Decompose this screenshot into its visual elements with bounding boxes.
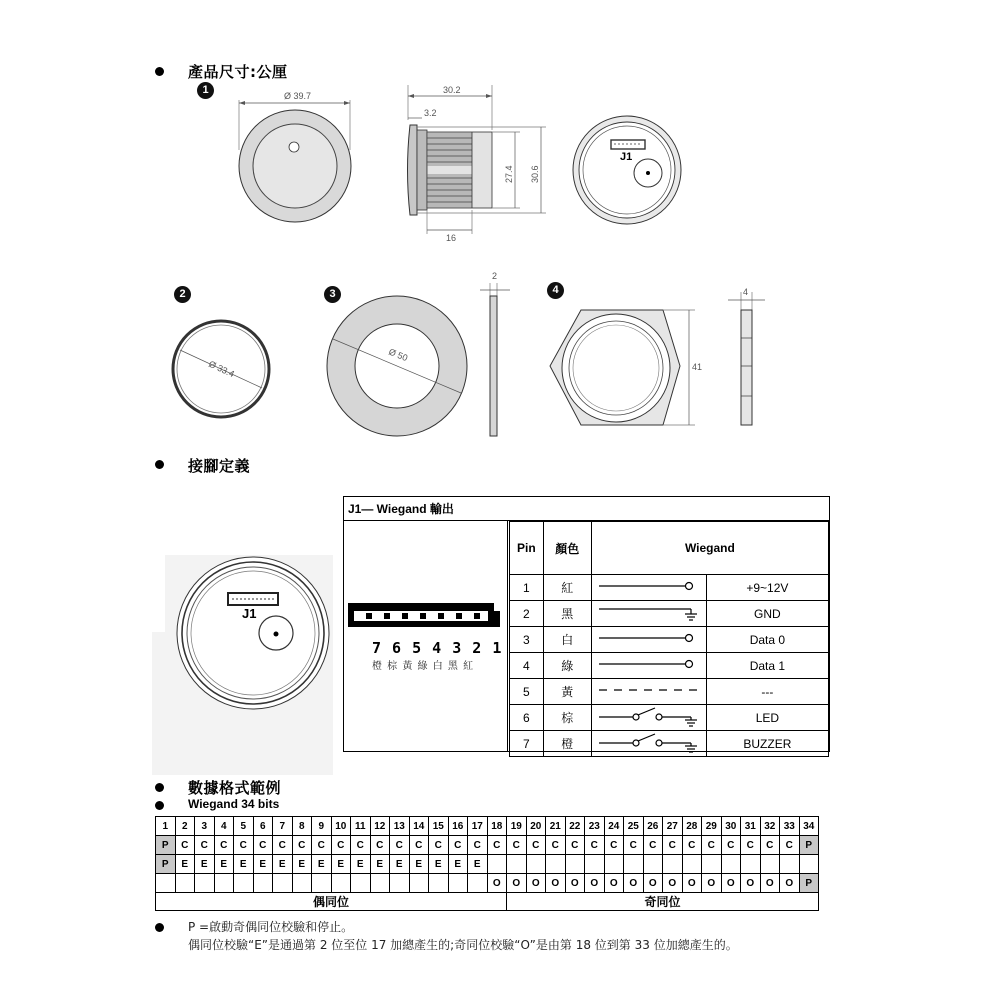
bit-c-cell: C (175, 836, 195, 855)
bit-e-cell: E (234, 855, 254, 874)
bit-c-cell: C (604, 836, 624, 855)
bit-e-row (156, 855, 819, 874)
bit-number-cell: 19 (507, 817, 527, 836)
bit-number-cell: 11 (351, 817, 371, 836)
bit-number-cell: 21 (546, 817, 566, 836)
bit-number-cell: 7 (273, 817, 293, 836)
bit-o-cell: O (682, 874, 702, 893)
pin-row (510, 731, 829, 757)
bit-c-cell: C (351, 836, 371, 855)
wiegand-34-heading: Wiegand 34 bits (188, 797, 280, 811)
bit-e-cell: E (331, 855, 351, 874)
dimension-drawings (0, 0, 1000, 450)
signal-name: GND (706, 601, 828, 627)
bit-e-cell: E (351, 855, 371, 874)
signal-name: +9~12V (706, 575, 828, 601)
bit-number-cell: 2 (175, 817, 195, 836)
bit-o-cell: O (741, 874, 761, 893)
pin-table (509, 521, 829, 757)
bit-c-cell: C (780, 836, 800, 855)
bit-c-cell: C (565, 836, 585, 855)
dim-h-outer: 30.6 (530, 165, 540, 183)
bit-e-cell: E (448, 855, 468, 874)
device-rear-photo (160, 545, 340, 725)
bit-c-cell: C (292, 836, 312, 855)
bit-o-cell: P (799, 874, 819, 893)
bit-number-cell: 10 (331, 817, 351, 836)
bit-c-row (156, 836, 819, 855)
bit-e-cell (780, 855, 800, 874)
note-line-1: P =啟動奇偶同位校驗和停止。 (188, 920, 354, 934)
bit-c-cell: C (663, 836, 683, 855)
bit-o-cell: O (760, 874, 780, 893)
connector-drawing (344, 597, 504, 637)
bit-e-cell: E (370, 855, 390, 874)
parity-label-row (156, 893, 819, 911)
bit-o-cell (312, 874, 332, 893)
pin-row (510, 653, 829, 679)
dimensions-heading: 產品尺寸:公厘 (188, 63, 288, 81)
j1-wiegand-box (343, 496, 830, 752)
signal-name: Data 1 (706, 653, 828, 679)
bit-e-cell (643, 855, 663, 874)
bit-o-cell: O (585, 874, 605, 893)
badge-2: 2 (174, 286, 191, 303)
odd-parity-label: 奇同位 (507, 893, 819, 911)
bit-number-cell: 15 (429, 817, 449, 836)
pin-number: 6 (510, 705, 544, 731)
bit-e-cell: E (175, 855, 195, 874)
bit-o-cell: O (507, 874, 527, 893)
bit-o-cell (370, 874, 390, 893)
bit-number-cell: 33 (780, 817, 800, 836)
ring-2 (173, 321, 269, 417)
bit-o-cell (448, 874, 468, 893)
bit-number-cell: 26 (643, 817, 663, 836)
bit-c-cell: C (468, 836, 488, 855)
dim-ring-d: Ø 33.4 (207, 358, 236, 380)
bit-c-cell: C (273, 836, 293, 855)
bit-e-cell (741, 855, 761, 874)
bit-number-cell: 14 (409, 817, 429, 836)
bit-c-cell: C (585, 836, 605, 855)
bit-o-cell (253, 874, 273, 893)
pin-number: 7 (510, 731, 544, 757)
bit-number-cell: 24 (604, 817, 624, 836)
bit-o-row (156, 874, 819, 893)
nut-4 (550, 287, 765, 425)
even-parity-label: 偶同位 (156, 893, 507, 911)
bit-e-cell (546, 855, 566, 874)
bit-o-cell: O (565, 874, 585, 893)
line-symbol (591, 627, 706, 653)
pin-number: 2 (510, 601, 544, 627)
pin-number: 3 (510, 627, 544, 653)
rear-j1-label: J1 (620, 151, 633, 163)
bit-c-cell: C (487, 836, 507, 855)
bit-number-cell: 1 (156, 817, 176, 836)
bit-number-cell: 5 (234, 817, 254, 836)
bit-e-cell (526, 855, 546, 874)
bit-number-cell: 29 (702, 817, 722, 836)
bit-c-cell: C (682, 836, 702, 855)
wire-color: 綠 (543, 653, 591, 679)
dim-nut-h: 41 (692, 362, 703, 372)
bit-o-cell (429, 874, 449, 893)
bit-e-cell: E (214, 855, 234, 874)
line-symbol (591, 575, 706, 601)
bit-e-cell: P (156, 855, 176, 874)
bit-o-cell (175, 874, 195, 893)
dim-washer-t: 2 (492, 271, 498, 281)
bit-o-cell (409, 874, 429, 893)
bit-e-cell (604, 855, 624, 874)
bit-c-cell: C (409, 836, 429, 855)
wire-color: 白 (543, 627, 591, 653)
dim-nut-t: 4 (743, 287, 749, 297)
bit-c-cell: C (721, 836, 741, 855)
bit-c-cell: C (741, 836, 761, 855)
bullet (155, 783, 164, 792)
bit-e-cell (682, 855, 702, 874)
reader-side-view (408, 85, 547, 243)
bullet (155, 801, 164, 810)
pin-number: 1 (510, 575, 544, 601)
pin-number: 4 (510, 653, 544, 679)
bit-o-cell: O (624, 874, 644, 893)
bit-number-cell: 32 (760, 817, 780, 836)
bit-number-cell: 9 (312, 817, 332, 836)
bit-c-cell: C (390, 836, 410, 855)
bit-o-cell: O (780, 874, 800, 893)
bit-number-row (156, 817, 819, 836)
bit-c-cell: C (370, 836, 390, 855)
bit-number-cell: 20 (526, 817, 546, 836)
j1-title: J1— Wiegand 輸出 (344, 497, 829, 521)
ground-symbol (591, 601, 706, 627)
bit-c-cell: C (448, 836, 468, 855)
badge-4: 4 (547, 282, 564, 299)
bit-c-cell: C (702, 836, 722, 855)
signal-name: BUZZER (706, 731, 828, 757)
pin-row (510, 679, 829, 705)
bit-c-cell: P (156, 836, 176, 855)
bit-e-cell (507, 855, 527, 874)
data-format-heading: 數據格式範例 (188, 779, 282, 797)
connector-wire-colors: 橙 棕 黃 綠 白 黑 紅 (372, 661, 475, 672)
note-line-2: 偶同位校驗“E”是通過第 2 位至位 17 加總產生的;奇同位校驗“O”是由第 18 位到第 33 位加總產生的。 (188, 938, 738, 952)
bit-o-cell (214, 874, 234, 893)
pin-row (510, 705, 829, 731)
wire-color: 橙 (543, 731, 591, 757)
signal-name: Data 0 (706, 627, 828, 653)
signal-name: --- (706, 679, 828, 705)
bit-e-cell: E (312, 855, 332, 874)
pin-row (510, 601, 829, 627)
bit-o-cell (468, 874, 488, 893)
dim-w-flange: 3.2 (424, 108, 437, 118)
wire-color: 黃 (543, 679, 591, 705)
bit-number-cell: 6 (253, 817, 273, 836)
pin-number: 5 (510, 679, 544, 705)
bit-c-cell: C (312, 836, 332, 855)
bullet (155, 460, 164, 469)
bit-e-cell: E (409, 855, 429, 874)
bit-o-cell: O (546, 874, 566, 893)
bit-c-cell: P (799, 836, 819, 855)
bit-c-cell: C (429, 836, 449, 855)
bit-o-cell: O (487, 874, 507, 893)
pin-row (510, 575, 829, 601)
bit-o-cell (273, 874, 293, 893)
pin-row (510, 627, 829, 653)
bit-o-cell: O (526, 874, 546, 893)
bit-e-cell: E (292, 855, 312, 874)
dim-w-total: 30.2 (443, 85, 461, 95)
bit-number-cell: 17 (468, 817, 488, 836)
bit-number-cell: 22 (565, 817, 585, 836)
bit-e-cell: E (468, 855, 488, 874)
bit-c-cell: C (760, 836, 780, 855)
bit-e-cell (624, 855, 644, 874)
bit-o-cell (331, 874, 351, 893)
bit-o-cell (390, 874, 410, 893)
wiegand-bit-table (155, 816, 819, 911)
bit-number-cell: 13 (390, 817, 410, 836)
bit-e-cell (487, 855, 507, 874)
bit-o-cell (351, 874, 371, 893)
wire-color: 黑 (543, 601, 591, 627)
bit-number-cell: 27 (663, 817, 683, 836)
pin-heading: 接腳定義 (188, 457, 251, 475)
bit-e-cell: E (253, 855, 273, 874)
bit-number-cell: 34 (799, 817, 819, 836)
bit-e-cell: E (390, 855, 410, 874)
bit-c-cell: C (195, 836, 215, 855)
bit-number-cell: 18 (487, 817, 507, 836)
dim-d1: Ø 39.7 (284, 91, 312, 101)
connector-pin-numbers: 7 6 5 4 3 2 1 (372, 639, 503, 657)
col-header-wiegand: Wiegand (591, 522, 828, 575)
bit-o-cell (234, 874, 254, 893)
bit-number-cell: 4 (214, 817, 234, 836)
bit-c-cell: C (214, 836, 234, 855)
bit-e-cell (565, 855, 585, 874)
bit-o-cell: O (702, 874, 722, 893)
bit-number-cell: 16 (448, 817, 468, 836)
signal-name: LED (706, 705, 828, 731)
switch-ground-symbol (591, 731, 706, 757)
bit-e-cell (663, 855, 683, 874)
bit-number-cell: 25 (624, 817, 644, 836)
dim-w-thread: 16 (446, 233, 457, 243)
bit-c-cell: C (624, 836, 644, 855)
bit-c-cell: C (253, 836, 273, 855)
bit-o-cell (195, 874, 215, 893)
bit-o-cell (156, 874, 176, 893)
bit-number-cell: 23 (585, 817, 605, 836)
bit-e-cell (585, 855, 605, 874)
bit-e-cell (721, 855, 741, 874)
bit-c-cell: C (643, 836, 663, 855)
bit-e-cell: E (429, 855, 449, 874)
badge-1: 1 (197, 82, 214, 99)
wire-color: 紅 (543, 575, 591, 601)
col-header-pin: Pin (510, 522, 544, 575)
bit-number-cell: 28 (682, 817, 702, 836)
bit-o-cell (292, 874, 312, 893)
bit-c-cell: C (526, 836, 546, 855)
bit-o-cell: O (721, 874, 741, 893)
bit-number-cell: 12 (370, 817, 390, 836)
bullet (155, 923, 164, 932)
bit-number-cell: 3 (195, 817, 215, 836)
washer-3 (327, 271, 510, 436)
bit-c-cell: C (331, 836, 351, 855)
bit-number-cell: 8 (292, 817, 312, 836)
bit-e-cell (702, 855, 722, 874)
bit-number-cell: 30 (721, 817, 741, 836)
bit-e-cell (760, 855, 780, 874)
badge-3: 3 (324, 286, 341, 303)
dim-washer-d: Ø 50 (387, 346, 410, 364)
bit-e-cell: E (273, 855, 293, 874)
reader-rear-view (573, 116, 681, 224)
bit-c-cell: C (546, 836, 566, 855)
line-symbol (591, 653, 706, 679)
dim-h-inner: 27.4 (504, 165, 514, 183)
bit-c-cell: C (234, 836, 254, 855)
dashed-line-symbol (591, 679, 706, 705)
bit-o-cell: O (643, 874, 663, 893)
bit-e-cell (799, 855, 819, 874)
col-header-color: 顏色 (543, 522, 591, 575)
j1-divider (507, 521, 508, 751)
bit-c-cell: C (507, 836, 527, 855)
bit-number-cell: 31 (741, 817, 761, 836)
bit-o-cell: O (663, 874, 683, 893)
bit-o-cell: O (604, 874, 624, 893)
bit-e-cell: E (195, 855, 215, 874)
reader-front-view (239, 91, 351, 222)
device-j1-label: J1 (242, 606, 257, 621)
switch-ground-symbol (591, 705, 706, 731)
wire-color: 棕 (543, 705, 591, 731)
